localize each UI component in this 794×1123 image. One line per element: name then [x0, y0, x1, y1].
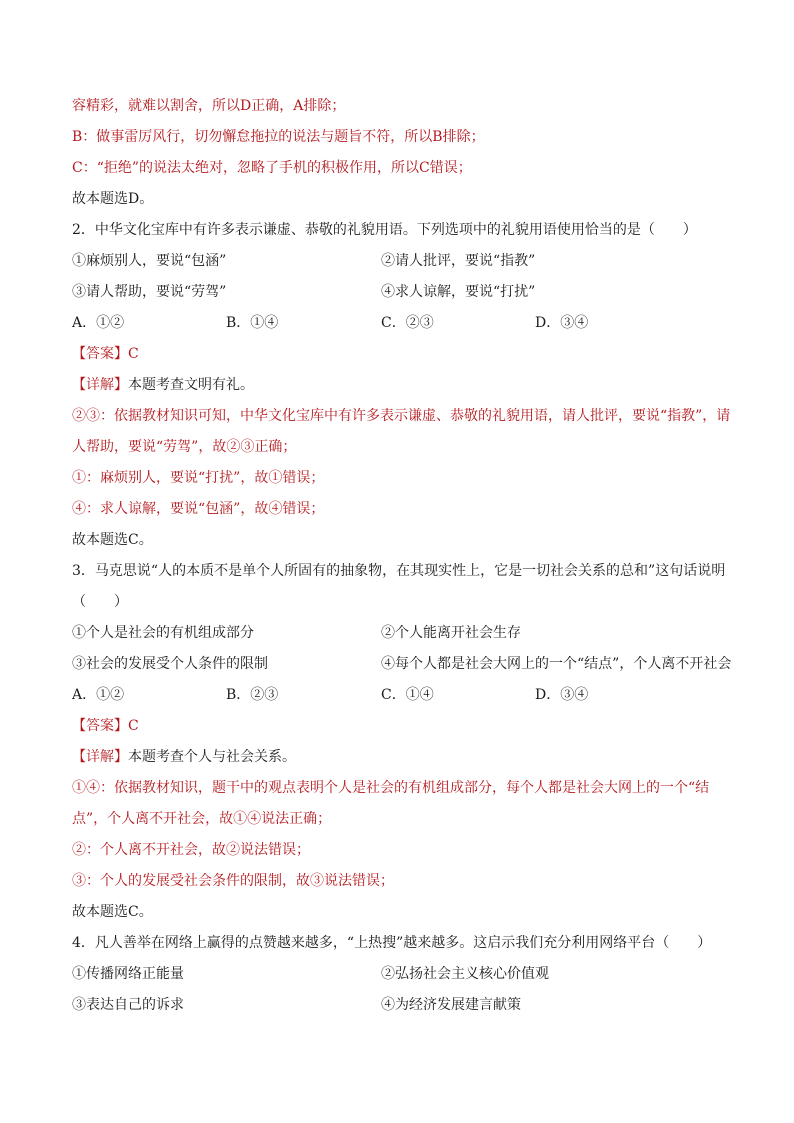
q3-analysis-line-2: 点”，个人离不开社会，故①④说法正确； — [72, 811, 332, 827]
detail-tag: 【详解】 — [72, 377, 128, 393]
q2-option-b: B．①④ — [226, 315, 279, 331]
detail-text: 本题考查个人与社会关系。 — [128, 749, 296, 765]
q2-item-4: ④求人谅解，要说“打扰” — [381, 284, 536, 300]
q2-option-d: D．③④ — [535, 315, 589, 331]
answer-tag: 【答案】 — [72, 346, 128, 362]
q2-item-3: ③请人帮助，要说“劳驾” — [72, 284, 227, 300]
q4-item-3: ③表达自己的诉求 — [72, 997, 184, 1013]
q3-analysis-line-4: ③：个人的发展受社会条件的限制，故③说法错误； — [72, 873, 394, 889]
q3-item-4: ④每个人都是社会大网上的一个“结点”，个人离不开社会 — [381, 656, 732, 672]
q2-detail — [72, 375, 254, 395]
q4-stem: 4．凡人善举在网络上赢得的点赞越来越多，“上热搜”越来越多。这启示我们充分利用网络平台（ ） — [72, 935, 712, 951]
q3-item-1: ①个人是社会的有机组成部分 — [72, 625, 254, 641]
q2-conclusion: 故本题选C。 — [72, 532, 153, 548]
q4-item-2: ②弘扬社会主义核心价值观 — [381, 966, 549, 982]
q1-conclusion: 故本题选D。 — [72, 191, 154, 207]
q3-detail — [72, 747, 296, 767]
q3-option-a: A．①② — [72, 687, 125, 703]
q3-item-3: ③社会的发展受个人条件的限制 — [72, 656, 268, 672]
q1-analysis-line-1: 容精彩，就难以割舍，所以D正确，A排除； — [72, 98, 346, 114]
q2-item-1: ①麻烦别人，要说“包涵” — [72, 253, 227, 269]
q1-analysis-line-2: B：做事雷厉风行，切勿懈怠拖拉的说法与题旨不符，所以B排除； — [72, 129, 485, 145]
q3-option-c: C．①④ — [381, 687, 434, 703]
q3-stem-line-2: （ ） — [72, 594, 128, 610]
q2-analysis-line-2: 人帮助，要说“劳驾”，故②③正确； — [72, 439, 297, 455]
detail-tag: 【详解】 — [72, 749, 128, 765]
q2-answer — [72, 344, 139, 364]
q3-analysis-line-1: ①④：依据教材知识，题干中的观点表明个人是社会的有机组成部分，每个人都是社会大网上的一个“结 — [72, 780, 710, 796]
q2-stem: 2．中华文化宝库中有许多表示谦虚、恭敬的礼貌用语。下列选项中的礼貌用语使用恰当的是（ ） — [72, 222, 697, 238]
detail-text: 本题考查文明有礼。 — [128, 377, 254, 393]
q3-stem-line-1: 3．马克思说“人的本质不是单个人所固有的抽象物，在其现实性上，它是一切社会关系的总和”这句话说明 — [72, 563, 726, 579]
q3-conclusion: 故本题选C。 — [72, 904, 153, 920]
q3-answer — [72, 716, 139, 736]
answer-tag: 【答案】 — [72, 718, 128, 734]
q2-analysis-line-1: ②③：依据教材知识可知，中华文化宝库中有许多表示谦虚、恭敬的礼貌用语，请人批评，要说“指教”，请 — [72, 408, 731, 424]
q1-analysis-line-3: C：“拒绝”的说法太绝对，忽略了手机的积极作用，所以C错误； — [72, 160, 472, 176]
answer-value: C — [128, 718, 139, 734]
q3-item-2: ②个人能离开社会生存 — [381, 625, 521, 641]
q2-option-a: A．①② — [72, 315, 125, 331]
q3-option-b: B．②③ — [226, 687, 279, 703]
q2-item-2: ②请人批评，要说“指教” — [381, 253, 536, 269]
q2-option-c: C．②③ — [381, 315, 434, 331]
answer-value: C — [128, 346, 139, 362]
q3-option-d: D．③④ — [535, 687, 589, 703]
q4-item-4: ④为经济发展建言献策 — [381, 997, 521, 1013]
q3-analysis-line-3: ②：个人离不开社会，故②说法错误； — [72, 842, 310, 858]
q2-analysis-line-4: ④：求人谅解，要说“包涵”，故④错误； — [72, 501, 325, 517]
q2-analysis-line-3: ①：麻烦别人，要说“打扰”，故①错误； — [72, 470, 325, 486]
q4-item-1: ①传播网络正能量 — [72, 966, 184, 982]
